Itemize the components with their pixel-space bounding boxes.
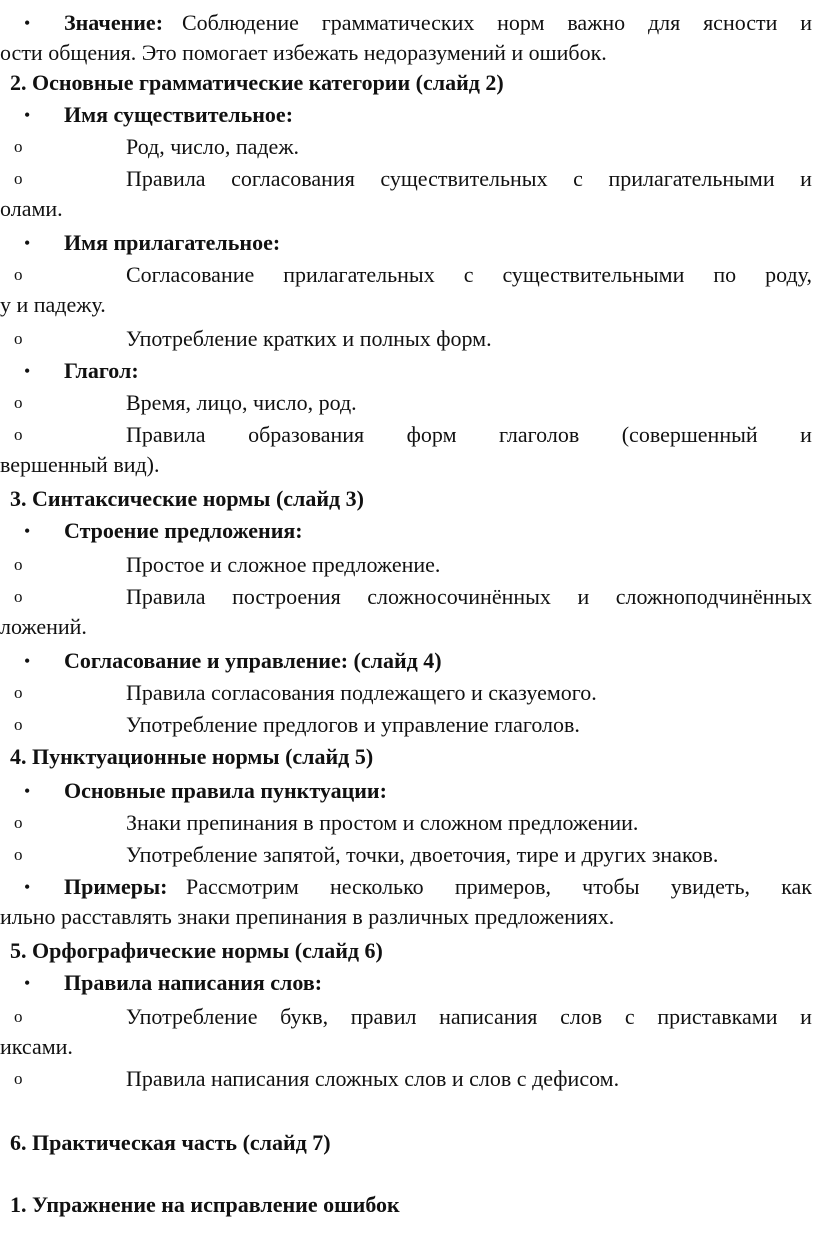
value-text-cont: ости общения. Это помогает избежать недоразумений и ошибок.: [0, 40, 607, 65]
adj-item: Употребление кратких и полных форм.: [126, 326, 492, 351]
examples-text-cont: ильно расставлять знаки препинания в различных предложениях.: [0, 904, 615, 929]
verb-item-cont: вершенный вид).: [0, 452, 160, 477]
bullet-icon: •: [24, 233, 31, 253]
circle-bullet-icon: o: [14, 329, 23, 348]
adj-label: Имя прилагательное:: [64, 230, 281, 255]
spelling-label: Правила написания слов:: [64, 970, 323, 995]
bullet-icon: •: [24, 13, 31, 33]
circle-bullet-icon: o: [14, 555, 23, 574]
punctuation-item: Употребление запятой, точки, двоеточия, тире и других знаков.: [126, 842, 719, 867]
circle-bullet-icon: o: [14, 425, 23, 444]
bullet-icon: •: [24, 651, 31, 671]
circle-bullet-icon: o: [14, 265, 23, 284]
verb-item: Время, лицо, число, род.: [126, 390, 357, 415]
agreement-item: Правила согласования подлежащего и сказуемого.: [126, 680, 597, 705]
circle-bullet-icon: o: [14, 1007, 23, 1026]
punctuation-label: Основные правила пунктуации:: [64, 778, 387, 803]
section-heading-2: 2. Основные грамматические категории (слайд 2): [10, 70, 504, 95]
bullet-icon: •: [24, 781, 31, 801]
agreement-label: Согласование и управление: (слайд 4): [64, 648, 442, 673]
spelling-item: Правила написания сложных слов и слов с дефисом.: [126, 1066, 620, 1091]
exercise-heading: 1. Упражнение на исправление ошибок: [10, 1192, 400, 1217]
bullet-icon: •: [24, 973, 31, 993]
examples-text: Рассмотрим несколько примеров, чтобы увидеть, как: [186, 874, 812, 899]
sentence-item: Правила построения сложносочинённых и сложноподчинённых: [126, 584, 812, 609]
spelling-item: Употребление букв, правил написания слов с приставками и: [126, 1004, 812, 1029]
section-heading-6: 6. Практическая часть (слайд 7): [10, 1130, 331, 1155]
bullet-icon: •: [24, 877, 31, 897]
noun-item-cont: олами.: [0, 196, 63, 221]
circle-bullet-icon: o: [14, 1069, 23, 1088]
value-text: Соблюдение грамматических норм важно для ясности и: [182, 10, 812, 35]
circle-bullet-icon: o: [14, 137, 23, 156]
verb-label: Глагол:: [64, 358, 139, 383]
section-heading-5: 5. Орфографические нормы (слайд 6): [10, 938, 383, 963]
value-label: Значение:: [64, 10, 164, 35]
adj-item-cont: у и падежу.: [0, 292, 106, 317]
circle-bullet-icon: o: [14, 715, 23, 734]
spelling-item-cont: иксами.: [0, 1034, 73, 1059]
circle-bullet-icon: o: [14, 169, 23, 188]
noun-item: Правила согласования существительных с прилагательными и: [126, 166, 812, 191]
bullet-icon: •: [24, 521, 31, 541]
circle-bullet-icon: o: [14, 393, 23, 412]
punctuation-item: Знаки препинания в простом и сложном предложении.: [126, 810, 639, 835]
circle-bullet-icon: o: [14, 683, 23, 702]
sentence-item: Простое и сложное предложение.: [126, 552, 441, 577]
adj-item: Согласование прилагательных с существительными по роду,: [126, 262, 812, 287]
section-heading-4: 4. Пунктуационные нормы (слайд 5): [10, 744, 374, 769]
bullet-icon: •: [24, 105, 31, 125]
verb-item: Правила образования форм глаголов (совершенный и: [126, 422, 812, 447]
examples-label: Примеры:: [64, 874, 168, 899]
noun-label: Имя существительное:: [64, 102, 294, 127]
noun-item: Род, число, падеж.: [126, 134, 300, 159]
circle-bullet-icon: o: [14, 845, 23, 864]
circle-bullet-icon: o: [14, 587, 23, 606]
circle-bullet-icon: o: [14, 813, 23, 832]
agreement-item: Употребление предлогов и управление глаголов.: [126, 712, 580, 737]
section-heading-3: 3. Синтаксические нормы (слайд 3): [10, 486, 365, 511]
sentence-label: Строение предложения:: [64, 518, 303, 543]
bullet-icon: •: [24, 361, 31, 381]
sentence-item-cont: ложений.: [0, 614, 87, 639]
